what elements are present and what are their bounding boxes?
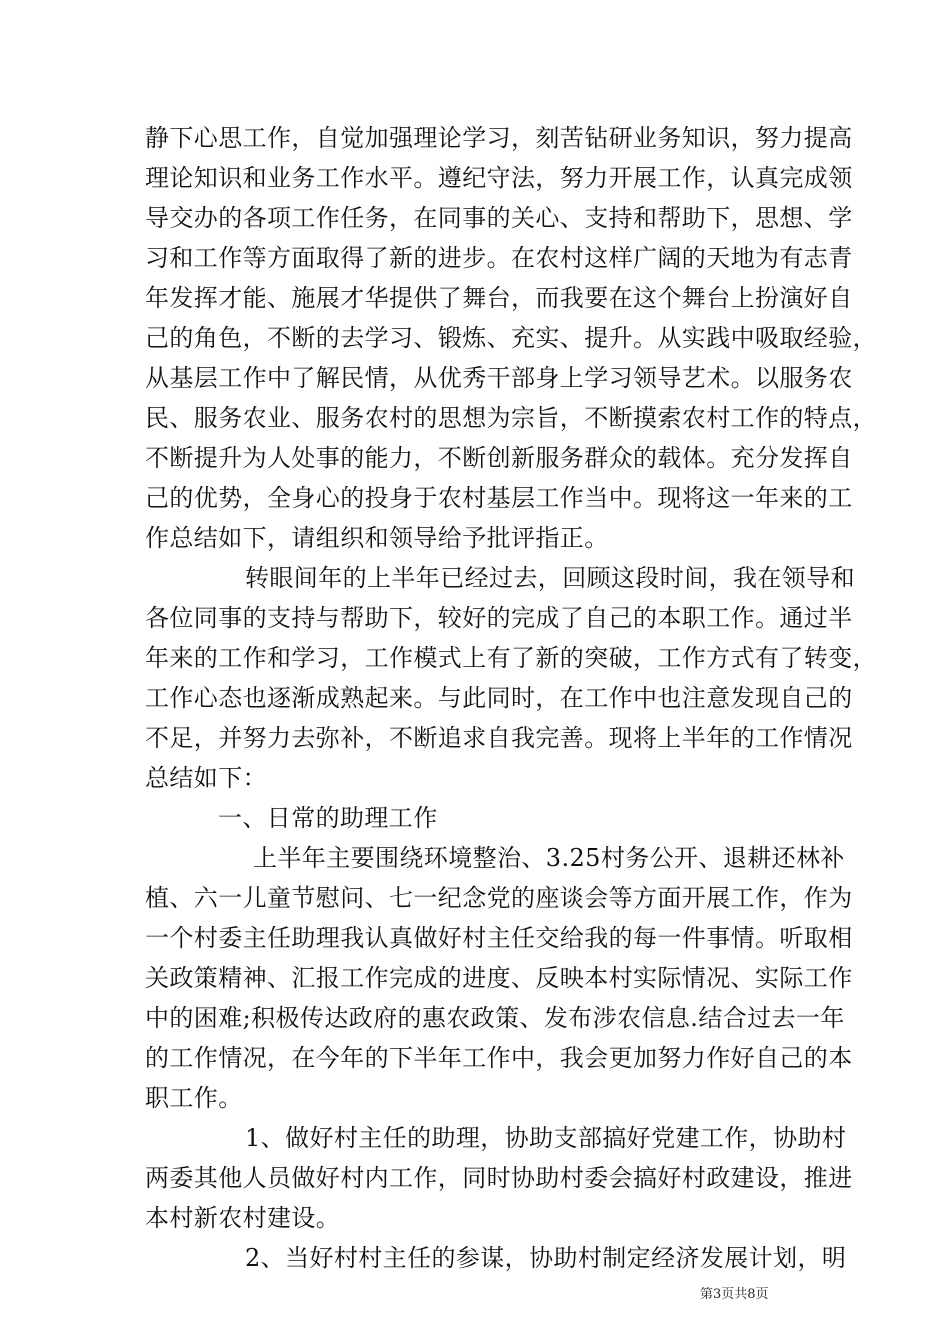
text-line: 导交办的各项工作任务，在同事的关心、支持和帮助下，思想、学 <box>145 204 853 232</box>
text-line: 各位同事的支持与帮助下，较好的完成了自己的本职工作。通过半 <box>145 604 853 632</box>
section-heading: 一、日常的助理工作 <box>218 804 438 832</box>
text-line: 职工作。 <box>145 1084 243 1112</box>
text-line: 的工作情况，在今年的下半年工作中，我会更加努力作好自己的本 <box>145 1044 853 1072</box>
text-line: 年发挥才能、施展才华提供了舞台，而我要在这个舞台上扮演好自 <box>145 284 853 312</box>
paragraph-first-line: 转眼间年的上半年已经过去，回顾这段时间，我在领导和 <box>245 564 855 592</box>
text-line: 理论知识和业务工作水平。遵纪守法，努力开展工作，认真完成领 <box>145 164 853 192</box>
paragraph-first-line: 2、当好村村主任的参谋，协助村制定经济发展计划，明 <box>245 1244 847 1272</box>
text-line: 一个村委主任助理我认真做好村主任交给我的每一件事情。听取相 <box>145 924 853 952</box>
text-line: 总结如下： <box>145 764 267 792</box>
paragraph-first-line: 1、做好村主任的助理，协助支部搞好党建工作，协助村 <box>245 1124 847 1152</box>
paragraph-first-line: 上半年主要围绕环境整治、3.25村务公开、退耕还林补 <box>253 844 845 872</box>
text-line: 己的优势，全身心的投身于农村基层工作当中。现将这一年来的工 <box>145 484 853 512</box>
text-line: 作总结如下，请组织和领导给予批评指正。 <box>145 524 609 552</box>
text-line: 不断提升为人处事的能力，不断创新服务群众的载体。充分发挥自 <box>145 444 853 472</box>
text-line: 中的困难;积极传达政府的惠农政策、发布涉农信息.结合过去一年 <box>145 1004 845 1032</box>
text-line: 从基层工作中了解民情，从优秀干部身上学习领导艺术。以服务农 <box>145 364 853 392</box>
text-line: 年来的工作和学习，工作模式上有了新的突破，工作方式有了转变， <box>145 644 877 672</box>
text-line: 两委其他人员做好村内工作，同时协助村委会搞好村政建设，推进 <box>145 1164 853 1192</box>
text-line: 民、服务农业、服务农村的思想为宗旨，不断摸索农村工作的特点， <box>145 404 877 432</box>
text-line: 己的角色，不断的去学习、锻炼、充实、提升。从实践中吸取经验， <box>145 324 877 352</box>
text-line: 习和工作等方面取得了新的进步。在农村这样广阔的天地为有志青 <box>145 244 853 272</box>
text-line: 工作心态也逐渐成熟起来。与此同时，在工作中也注意发现自己的 <box>145 684 853 712</box>
text-line: 不足，并努力去弥补，不断追求自我完善。现将上半年的工作情况 <box>145 724 853 752</box>
text-line: 植、六一儿童节慰问、七一纪念党的座谈会等方面开展工作，作为 <box>145 884 853 912</box>
text-line: 静下心思工作，自觉加强理论学习，刻苦钻研业务知识，努力提高 <box>145 124 853 152</box>
text-line: 本村新农村建设。 <box>145 1204 341 1232</box>
text-line: 关政策精神、汇报工作完成的进度、反映本村实际情况、实际工作 <box>145 964 853 992</box>
page-indicator: 第3页共8页 <box>700 1287 769 1302</box>
